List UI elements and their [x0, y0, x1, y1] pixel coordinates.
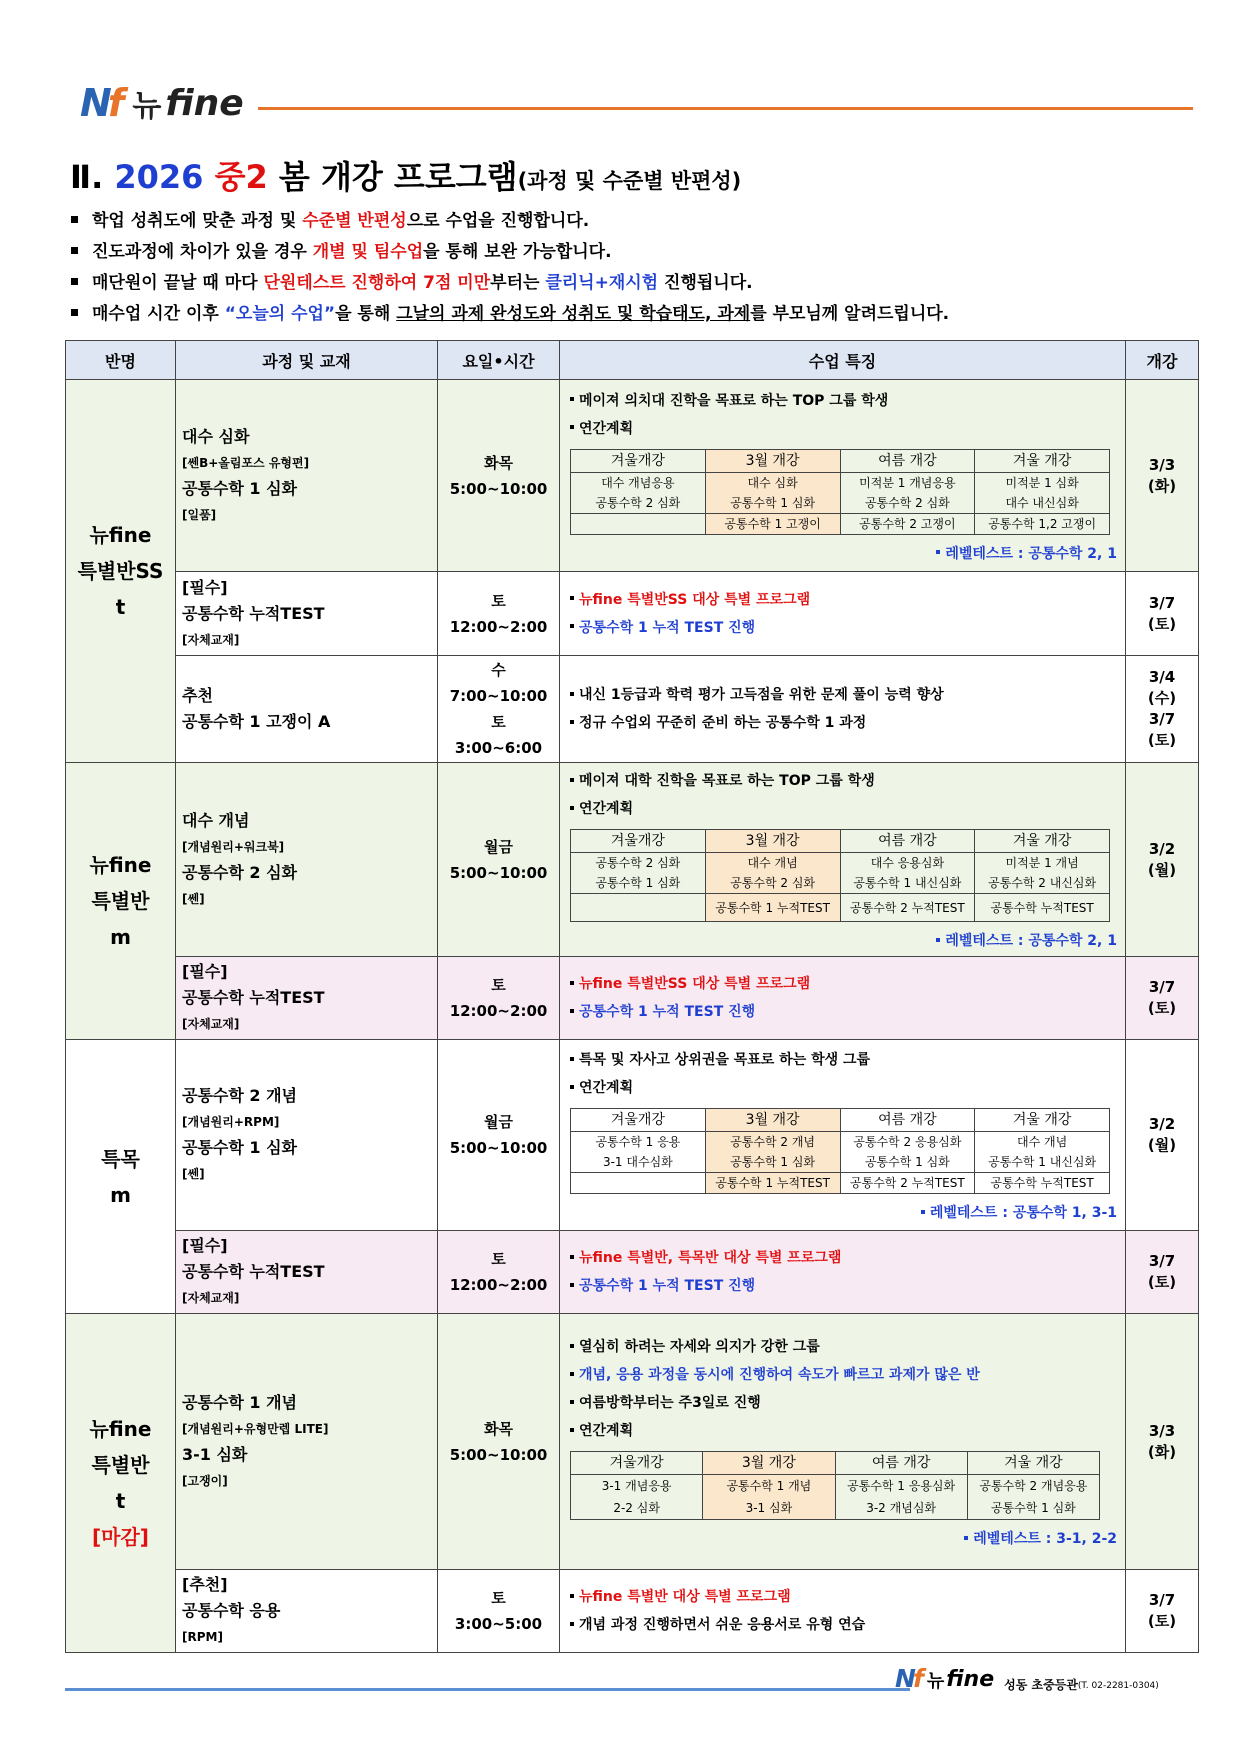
- header-class: 반명: [66, 341, 176, 380]
- bullet-3: 매단원이 끝날 때 마다 단원테스트 진행하여 7점 미만부터는 클리닉+재시험 진행됩니다.: [70, 268, 1190, 299]
- course-cell: [추천] 공통수학 응용 [RPM]: [176, 1570, 438, 1653]
- course-cell: 공통수학 2 개념 [개념원리+RPM] 공통수학 1 심화 [쎈]: [176, 1040, 438, 1231]
- footer-brand: [895, 1666, 1159, 1691]
- closed-badge: [마감]: [92, 1525, 149, 1549]
- time-cell: 토 3:00~5:00: [438, 1570, 560, 1653]
- level-test: 레벨테스트 : 공통수학 2, 1: [570, 543, 1117, 565]
- header-open: 개강: [1126, 341, 1199, 380]
- open-date-cell: 3/4 (수) 3/7 (토): [1126, 656, 1199, 763]
- level-test: 레벨테스트 : 공통수학 1, 3-1: [570, 1202, 1117, 1224]
- brand-logo: [80, 78, 244, 125]
- footer-logo-fine: fine: [946, 1667, 995, 1692]
- footer-logo-nyu: 뉴: [926, 1671, 945, 1692]
- title-year: 2026: [114, 158, 204, 196]
- bullet-2: 진도과정에 차이가 있을 경우 개별 및 팀수업을 통해 보완 가능합니다.: [70, 237, 1190, 268]
- level-test: 레벨테스트 : 3-1, 2-2: [570, 1528, 1117, 1550]
- feature-cell: 특목 및 자사고 상위권을 목표로 하는 학생 그룹 연간계획 겨울개강 3월 개강 여름 개강 겨울 개강 공통수학 1 응용 3-1 대수심화 공통수학 2 개념 공통수학 1 심화 공통수학 2 응용심화 공통수학 1 심화 대수 개념 공통수학 1 내신심화 공통수학 1 누적TEST 공통수학 2 누적TEST 공통수학 누적TEST 레벨테스트 : 공통수학 1, 3-1: [560, 1040, 1126, 1231]
- time-cell: 월금 5:00~10:00: [438, 763, 560, 957]
- feature-cell: 뉴fine 특별반SS 대상 특별 프로그램 공통수학 1 누적 TEST 진행: [560, 957, 1126, 1040]
- logo-fine: fine: [165, 83, 244, 124]
- title-grade: 중2: [214, 158, 268, 196]
- title-roman: Ⅱ.: [70, 158, 104, 196]
- annual-plan-table: 겨울개강 3월 개강 여름 개강 겨울 개강 공통수학 1 응용 3-1 대수심화 공통수학 2 개념 공통수학 1 심화 공통수학 2 응용심화 공통수학 1 심화 대수 개념 공통수학 1 내신심화 공통수학 1 누적TEST 공통수학 2 누적TEST 공통수학 누적TEST: [570, 1108, 1110, 1194]
- course-cell: 공통수학 1 개념 [개념원리+유형만렙 LITE] 3-1 심화 [고쟁이]: [176, 1314, 438, 1570]
- header-divider: [258, 107, 1193, 110]
- class-name-special-m: 뉴fine 특별반 m: [66, 763, 176, 1040]
- table-row: [66, 957, 1199, 1040]
- course-cell: [필수] 공통수학 누적TEST [자체교재]: [176, 1231, 438, 1314]
- open-date-cell: 3/3 (화): [1126, 380, 1199, 572]
- table-row: [66, 1570, 1199, 1653]
- course-cell: [필수] 공통수학 누적TEST [자체교재]: [176, 572, 438, 656]
- class-name-special-t: 뉴fine 특별반 t [마감]: [66, 1314, 176, 1653]
- title-sub: (과정 및 수준별 반편성): [517, 169, 742, 193]
- bullet-1: 학업 성취도에 맞춘 과정 및 수준별 반편성으로 수업을 진행합니다.: [70, 206, 1190, 237]
- feature-cell: 내신 1등급과 학력 평가 고득점을 위한 문제 풀이 능력 향상 정규 수업외 꾸준히 준비 하는 공통수학 1 과정: [560, 656, 1126, 763]
- class-name-special-purpose-m: 특목 m: [66, 1040, 176, 1314]
- level-test: 레벨테스트 : 공통수학 2, 1: [570, 930, 1117, 952]
- course-cell: [필수] 공통수학 누적TEST [자체교재]: [176, 957, 438, 1040]
- open-date-cell: 3/7 (토): [1126, 1570, 1199, 1653]
- feature-cell: 열심히 하려는 자세와 의지가 강한 그룹 개념, 응용 과정을 동시에 진행하여 속도가 빠르고 과제가 많은 반 여름방학부터는 주3일로 진행 연간계획 겨울개강 3월 개강 여름 개강 겨울 개강 3-1 개념응용 2-2 심화 공통수학 1 개념 3-1 심화 공통수학 1 응용심화 3-2 개념심화 공통수학 2 개념응용 공통수학 1 심화 레벨테스트 : 3-1, 2-2: [560, 1314, 1126, 1570]
- feature-cell: 메이져 대학 진학을 목표로 하는 TOP 그룹 학생 연간계획 겨울개강 3월 개강 여름 개강 겨울 개강 공통수학 2 심화 공통수학 1 심화 대수 개념 공통수학 2 심화 대수 응용심화 공통수학 1 내신심화 미적분 1 개념 공통수학 2 내신심화 공통수학 1 누적TEST 공통수학 2 누적TEST 공통수학 누적TEST 레벨테스트 : 공통수학 2, 1: [560, 763, 1126, 957]
- time-cell: 수 7:00~10:00 토 3:00~6:00: [438, 656, 560, 763]
- footer-branch: 성동 초중등관: [1004, 1678, 1078, 1692]
- course-cell: 대수 개념 [개념원리+워크북] 공통수학 2 심화 [쎈]: [176, 763, 438, 957]
- time-cell: 화목 5:00~10:00: [438, 380, 560, 572]
- open-date-cell: 3/7 (토): [1126, 957, 1199, 1040]
- open-date-cell: 3/3 (화): [1126, 1314, 1199, 1570]
- header-course: 과정 및 교재: [176, 341, 438, 380]
- header-time: 요일•시간: [438, 341, 560, 380]
- time-cell: 월금 5:00~10:00: [438, 1040, 560, 1231]
- footer-divider: [65, 1688, 910, 1691]
- program-table: [65, 340, 1199, 1653]
- header-feature: 수업 특징: [560, 341, 1126, 380]
- intro-bullets: [70, 206, 1190, 330]
- table-row: [66, 380, 1199, 572]
- time-cell: 토 12:00~2:00: [438, 1231, 560, 1314]
- table-row: [66, 1231, 1199, 1314]
- feature-cell: 뉴fine 특별반 대상 특별 프로그램 개념 과정 진행하면서 쉬운 응용서로 유형 연습: [560, 1570, 1126, 1653]
- open-date-cell: 3/7 (토): [1126, 1231, 1199, 1314]
- table-row: [66, 656, 1199, 763]
- footer-tel: (T. 02-2281-0304): [1077, 1681, 1159, 1691]
- logo-nyu: 뉴: [132, 89, 162, 124]
- open-date-cell: 3/2 (월): [1126, 763, 1199, 957]
- table-row: [66, 1040, 1199, 1231]
- annual-plan-table: 겨울개강 3월 개강 여름 개강 겨울 개강 대수 개념응용 공통수학 2 심화 대수 심화 공통수학 1 심화 미적분 1 개념응용 공통수학 2 심화 미적분 1 심화 대수 내신심화 공통수학 1 고쟁이 공통수학 2 고쟁이 공통수학 1,2 고쟁이: [570, 449, 1110, 535]
- time-cell: 토 12:00~2:00: [438, 572, 560, 656]
- course-cell: 추천 공통수학 1 고쟁이 A: [176, 656, 438, 763]
- table-header-row: [66, 341, 1199, 380]
- open-date-cell: 3/7 (토): [1126, 572, 1199, 656]
- feature-cell: 뉴fine 특별반, 특목반 대상 특별 프로그램 공통수학 1 누적 TEST 진행: [560, 1231, 1126, 1314]
- time-cell: 토 12:00~2:00: [438, 957, 560, 1040]
- logo-mark: Nf: [80, 81, 121, 125]
- title-main: 봄 개강 프로그램: [278, 158, 518, 196]
- feature-cell: 뉴fine 특별반SS 대상 특별 프로그램 공통수학 1 누적 TEST 진행: [560, 572, 1126, 656]
- feature-cell: 메이져 의치대 진학을 목표로 하는 TOP 그룹 학생 연간계획 겨울개강 3월 개강 여름 개강 겨울 개강 대수 개념응용 공통수학 2 심화 대수 심화 공통수학 1 심화 미적분 1 개념응용 공통수학 2 심화 미적분 1 심화 대수 내신심화 공통수학 1 고쟁이 공통수학 2 고쟁이 공통수학 1,2 고쟁이 레벨테스트 : 공통수학 2, 1: [560, 380, 1126, 572]
- annual-plan-table: 겨울개강 3월 개강 여름 개강 겨울 개강 공통수학 2 심화 공통수학 1 심화 대수 개념 공통수학 2 심화 대수 응용심화 공통수학 1 내신심화 미적분 1 개념 공통수학 2 내신심화 공통수학 1 누적TEST 공통수학 2 누적TEST 공통수학 누적TEST: [570, 829, 1110, 922]
- table-row: [66, 1314, 1199, 1570]
- annual-plan-table: 겨울개강 3월 개강 여름 개강 겨울 개강 3-1 개념응용 2-2 심화 공통수학 1 개념 3-1 심화 공통수학 1 응용심화 3-2 개념심화 공통수학 2 개념응용 공통수학 1 심화: [570, 1451, 1100, 1520]
- table-row: [66, 763, 1199, 957]
- bullet-4: 매수업 시간 이후 “오늘의 수업”을 통해 그날의 과제 완성도와 성취도 및 학습태도, 과제를 부모님께 알려드립니다.: [70, 299, 1190, 330]
- time-cell: 화목 5:00~10:00: [438, 1314, 560, 1570]
- course-cell: 대수 심화 [쎈B+올림포스 유형편] 공통수학 1 심화 [일품]: [176, 380, 438, 572]
- footer-logo-mark: Nf: [895, 1664, 921, 1693]
- class-name-ss-t: 뉴fine 특별반SS t: [66, 380, 176, 763]
- open-date-cell: 3/2 (월): [1126, 1040, 1199, 1231]
- table-row: [66, 572, 1199, 656]
- page-title: [70, 152, 741, 198]
